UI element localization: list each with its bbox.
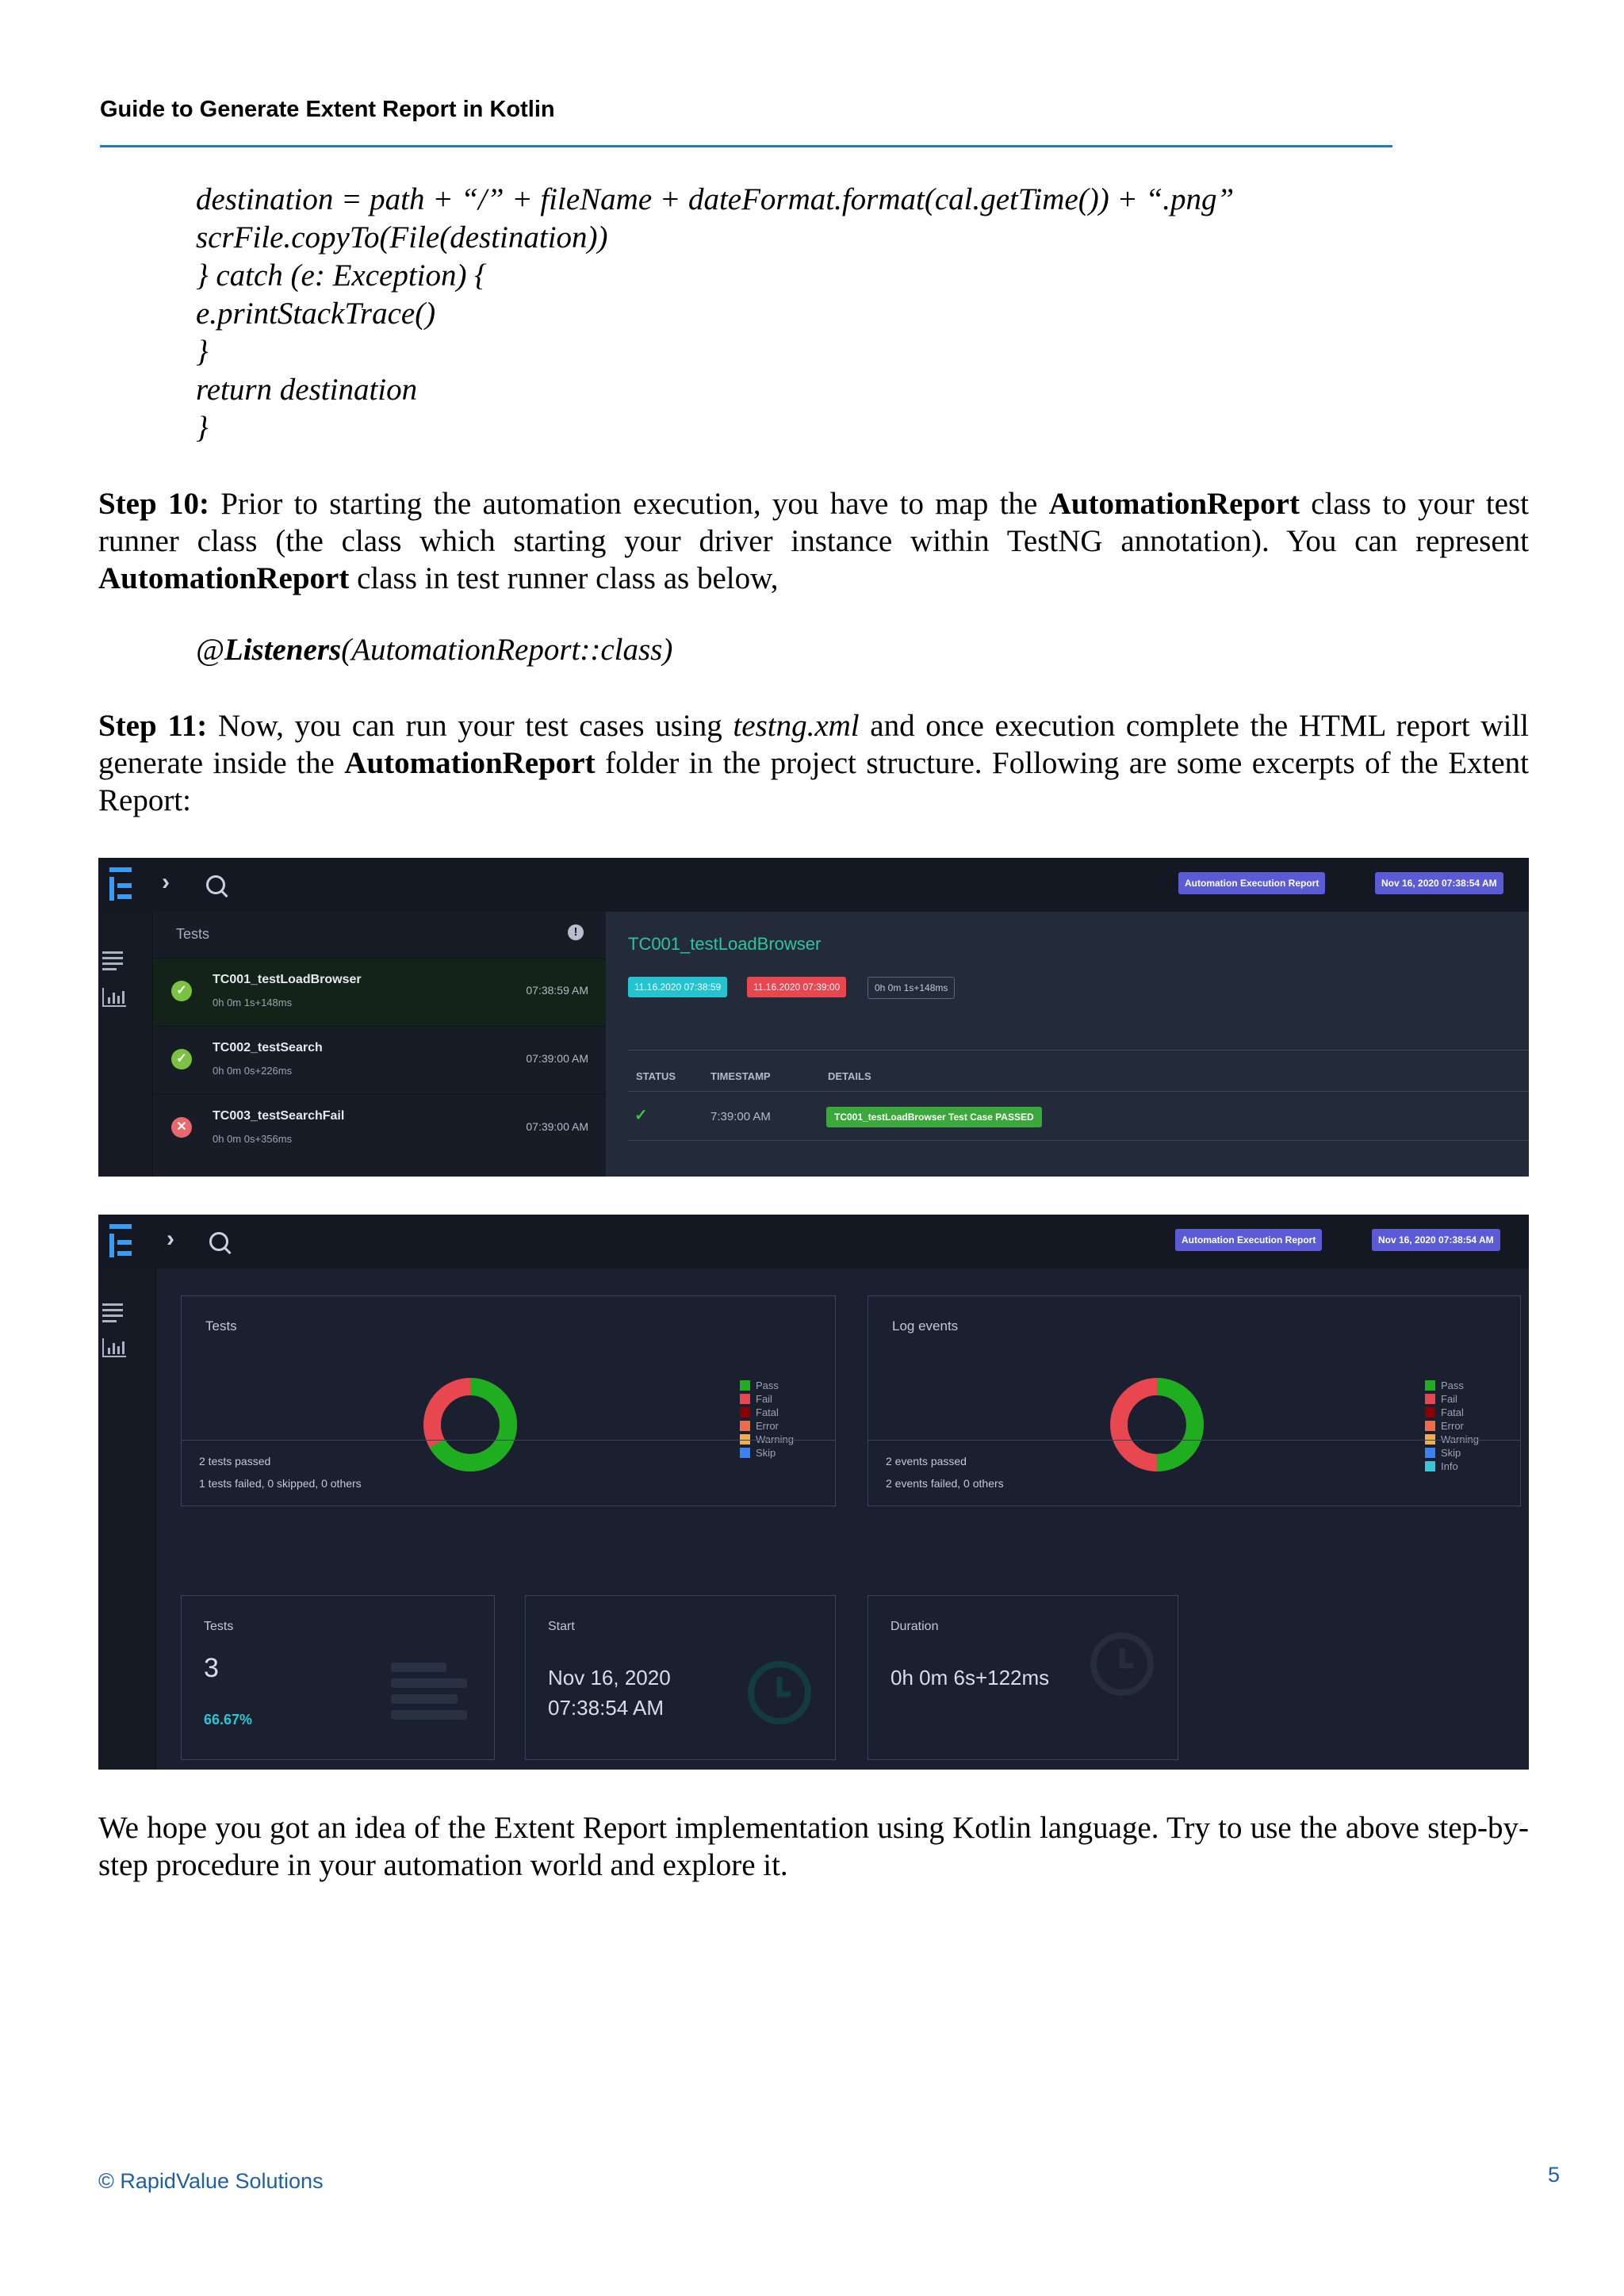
dashboard-icon[interactable]: [102, 988, 126, 1007]
test-duration: 0h 0m 1s+148ms: [213, 997, 293, 1008]
test-row[interactable]: [154, 958, 606, 1027]
card-footer: [868, 1440, 1520, 1506]
report-date-pill: Nov 16, 2020 07:38:54 AM: [1375, 872, 1503, 894]
start-time-tag: 11.16.2020 07:38:59: [628, 977, 727, 997]
tests-chart-card: [181, 1295, 836, 1506]
text: class in test runner class as below,: [349, 561, 779, 595]
stat-title: Start: [548, 1620, 575, 1633]
test-detail-title: TC001_testLoadBrowser: [628, 934, 822, 954]
step-11-paragraph: [98, 707, 1529, 819]
legend-item: Fail: [1425, 1392, 1479, 1406]
test-detail-panel: [606, 912, 1529, 1177]
legend-item: Fail: [740, 1392, 794, 1406]
tests-count: 3: [204, 1653, 219, 1683]
report-screenshot-dashboard-view: [98, 1215, 1529, 1770]
text: and once execution complete the HTML report will generate inside the: [98, 709, 1529, 780]
text: folder in the project structure. Following are some excerpts of the Extent Report:: [98, 746, 1530, 817]
legend-item: Error: [740, 1419, 794, 1433]
document-header-title: Guide to Generate Extent Report in Kotlin: [100, 97, 555, 122]
bold-term: AutomationReport: [344, 746, 596, 780]
step-10-paragraph: [98, 485, 1529, 597]
duration-tag: 0h 0m 1s+148ms: [868, 977, 955, 999]
text: class to your test runner class (the class which starting your driver instance within TestNG annotation). You can represent: [98, 487, 1529, 558]
list-icon[interactable]: [102, 951, 123, 974]
report-name-pill: Automation Execution Report: [1178, 872, 1325, 894]
dashboard-icon[interactable]: [102, 1338, 126, 1357]
info-icon[interactable]: !: [568, 924, 584, 940]
step-label: Step 10:: [98, 487, 209, 521]
tests-passed-text: 2 tests passed: [199, 1455, 271, 1468]
card-title: Tests: [205, 1318, 237, 1334]
test-duration: 0h 0m 0s+226ms: [213, 1065, 293, 1077]
file-name: testng.xml: [733, 709, 860, 743]
header-rule: [100, 145, 1392, 147]
search-icon[interactable]: [209, 1232, 228, 1251]
chevron-right-icon[interactable]: ›: [162, 869, 170, 895]
pass-check-icon: ✓: [171, 981, 192, 1001]
duration-stat-card: [868, 1595, 1178, 1760]
events-passed-text: 2 events passed: [886, 1455, 967, 1468]
text: @: [196, 633, 224, 667]
report-nav-rail: [98, 912, 153, 1177]
report-nav-rail: [98, 1269, 156, 1770]
legend-item: Skip: [740, 1446, 794, 1460]
bold-term: AutomationReport: [98, 561, 350, 595]
report-topbar: [98, 858, 1529, 912]
card-title: Log events: [892, 1318, 959, 1334]
report-date-pill: Nov 16, 2020 07:38:54 AM: [1372, 1229, 1500, 1251]
test-name: TC003_testSearchFail: [213, 1109, 345, 1123]
status-column-header: STATUS: [636, 1070, 676, 1082]
log-timestamp: 7:39:00 AM: [710, 1110, 771, 1123]
list-icon: [391, 1663, 467, 1720]
stat-title: Tests: [204, 1620, 234, 1633]
code-line: destination = path + “/” + fileName + dateFormat.format(cal.getTime()) + “.png”: [196, 182, 1235, 216]
legend-item: Error: [1425, 1419, 1479, 1433]
tests-failed-text: 1 tests failed, 0 skipped, 0 others: [199, 1477, 362, 1490]
details-column-header: DETAILS: [828, 1070, 871, 1082]
step-label: Step 11:: [98, 709, 208, 743]
tests-stat-card: [181, 1595, 495, 1760]
code-line: } catch (e: Exception) {: [196, 258, 487, 293]
start-stat-card: [525, 1595, 836, 1760]
legend-item: Warning: [1425, 1433, 1479, 1446]
pass-check-icon: ✓: [634, 1107, 648, 1124]
log-events-chart-card: [868, 1295, 1521, 1506]
card-footer: [182, 1440, 835, 1506]
annotation-name: Listeners: [224, 633, 342, 667]
list-icon[interactable]: [102, 1303, 123, 1326]
divider: [628, 1140, 1529, 1141]
code-line: return destination: [196, 373, 418, 407]
text: Now, you can run your test cases using: [207, 709, 733, 743]
chevron-right-icon[interactable]: ›: [167, 1226, 174, 1252]
tests-pass-percentage: 66.67%: [204, 1712, 253, 1728]
bold-term: AutomationReport: [1048, 487, 1300, 521]
code-line: scrFile.copyTo(File(destination)): [196, 220, 608, 254]
fail-cross-icon: ✕: [171, 1117, 192, 1138]
code-line: }: [196, 335, 209, 369]
stat-title: Duration: [891, 1620, 939, 1633]
legend-item: Skip: [1425, 1446, 1479, 1460]
legend-item: Warning: [740, 1433, 794, 1446]
start-time: 07:38:54 AM: [548, 1696, 664, 1720]
search-icon[interactable]: [206, 875, 225, 894]
test-time: 07:38:59 AM: [526, 984, 588, 997]
page-number: 5: [1548, 2163, 1561, 2187]
duration-value: 0h 0m 6s+122ms: [891, 1666, 1050, 1689]
test-name: TC001_testLoadBrowser: [213, 973, 362, 986]
start-date: Nov 16, 2020: [548, 1666, 671, 1689]
test-row[interactable]: [154, 1094, 606, 1163]
timer-icon: [1089, 1631, 1155, 1697]
footer-copyright: © RapidValue Solutions: [98, 2169, 324, 2193]
legend-item: Info: [1425, 1460, 1479, 1473]
legend-item: Pass: [740, 1379, 794, 1392]
test-time: 07:39:00 AM: [526, 1052, 588, 1065]
test-duration: 0h 0m 0s+356ms: [213, 1133, 293, 1145]
test-name: TC002_testSearch: [213, 1041, 323, 1054]
end-time-tag: 11.16.2020 07:39:00: [747, 977, 846, 997]
extent-logo-icon: [105, 864, 136, 904]
extent-logo-icon: [105, 1221, 136, 1261]
report-topbar: [98, 1215, 1529, 1269]
legend-item: Fatal: [740, 1406, 794, 1419]
tests-list-panel: [154, 912, 606, 1177]
tests-panel-title: Tests: [176, 926, 210, 942]
closing-paragraph: We hope you got an idea of the Extent Report implementation using Kotlin language. Try to use the above step-by-step procedure in your automation world and explore it.: [98, 1811, 1529, 1882]
test-time: 07:39:00 AM: [526, 1120, 588, 1133]
listeners-annotation: [196, 631, 672, 669]
test-row[interactable]: [154, 1026, 606, 1095]
events-failed-text: 2 events failed, 0 others: [886, 1477, 1004, 1490]
pass-check-icon: ✓: [171, 1049, 192, 1070]
legend-item: Pass: [1425, 1379, 1479, 1392]
text: Prior to starting the automation execution, you have to map the: [209, 487, 1049, 521]
log-details-badge: TC001_testLoadBrowser Test Case PASSED: [826, 1107, 1042, 1127]
report-screenshot-tests-view: [98, 858, 1529, 1177]
report-name-pill: Automation Execution Report: [1175, 1229, 1322, 1251]
clock-icon: [746, 1659, 813, 1726]
code-line: e.printStackTrace(): [196, 297, 436, 331]
legend-item: Fatal: [1425, 1406, 1479, 1419]
code-line: }: [196, 411, 209, 445]
timestamp-column-header: TIMESTAMP: [710, 1070, 771, 1082]
divider: [628, 1091, 1529, 1092]
text: (AutomationReport::class): [341, 633, 673, 667]
